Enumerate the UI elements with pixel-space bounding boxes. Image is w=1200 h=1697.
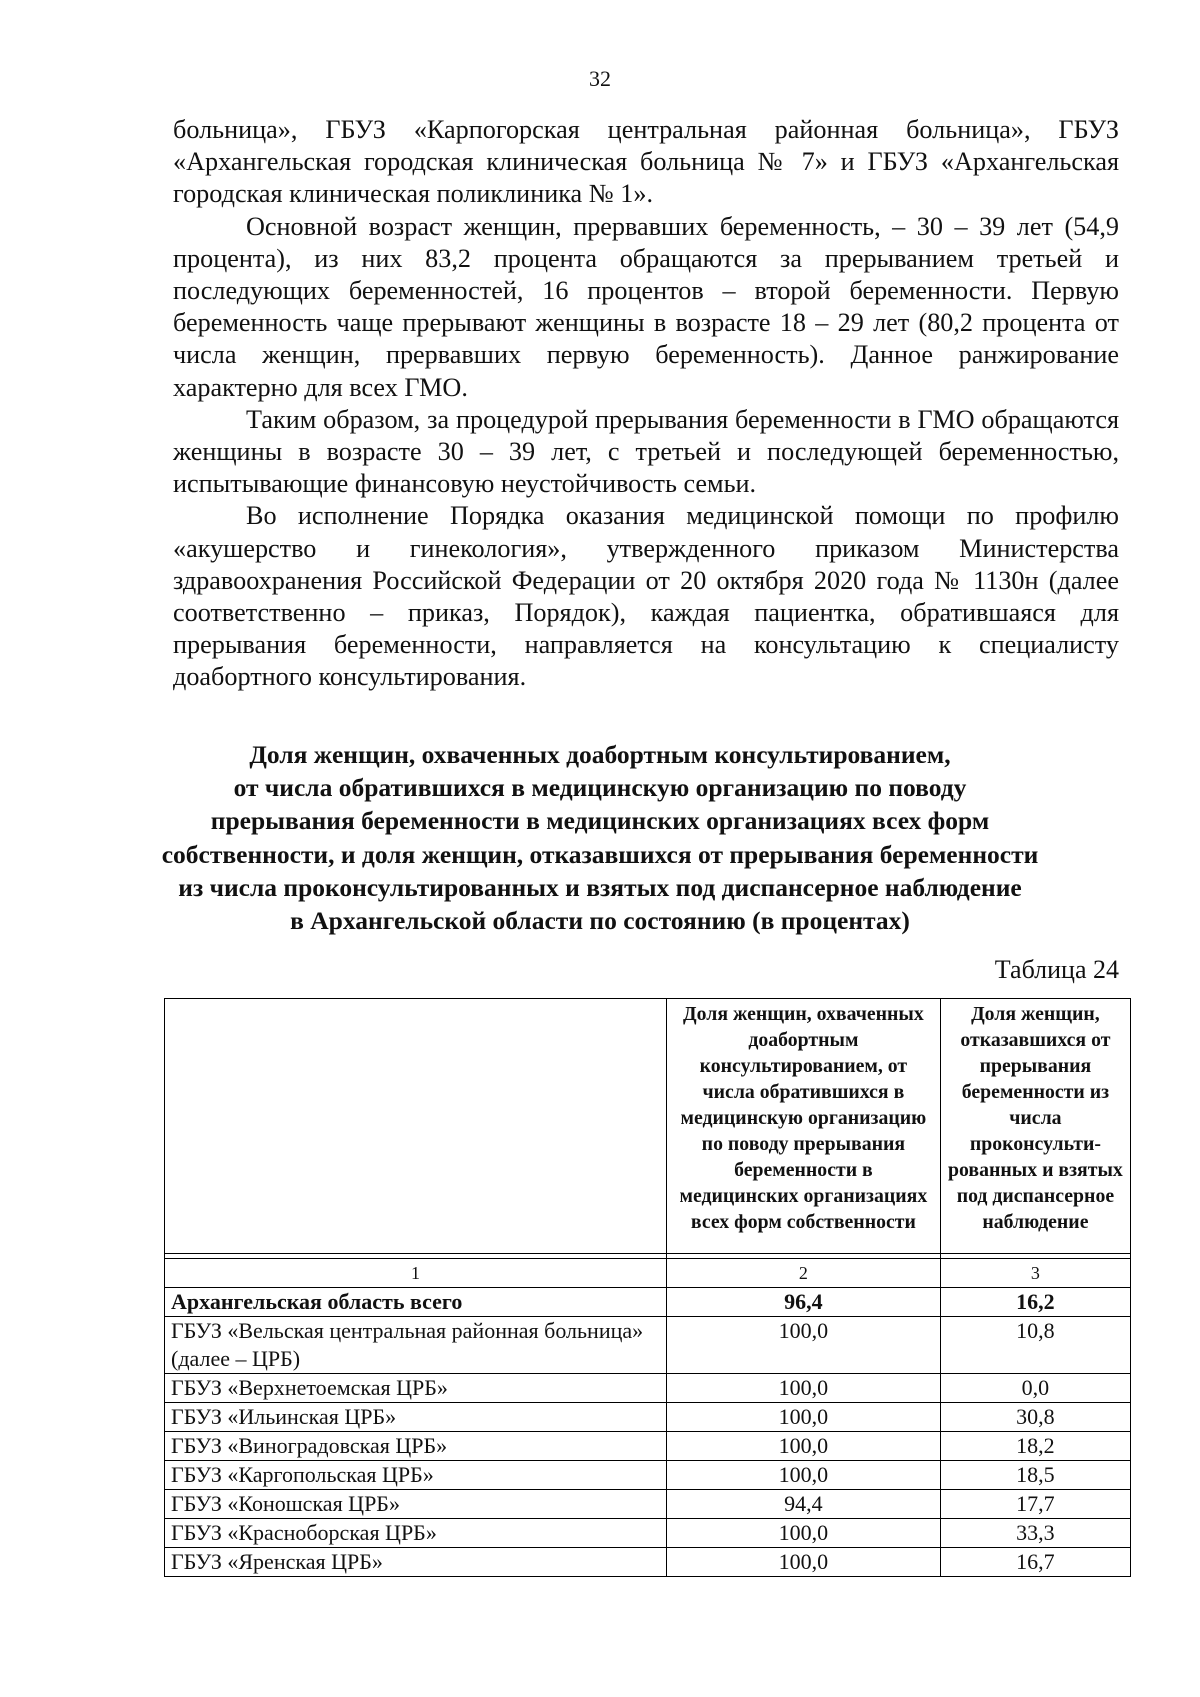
header-cell-refusal: Доля женщин, отказавшихся от прерывания беременности из числа проконсульти-рованных и взятых под диспансерное наблюдение (940, 999, 1130, 1254)
body-text (173, 114, 1119, 694)
total-coverage: 96,4 (666, 1288, 940, 1317)
table-row (165, 1432, 1131, 1461)
paragraph: Таким образом, за процедурой прерывания беременности в ГМО обращаются женщины в возрасте 30 – 39 лет, с третьей и последующей беременностью, испытывающие финансовую неустойчивость семьи. (173, 404, 1119, 499)
row-coverage: 100,0 (666, 1403, 940, 1432)
row-coverage: 100,0 (666, 1317, 940, 1374)
header-cell-name (165, 999, 667, 1254)
row-name: ГБУЗ «Верхнетоемская ЦРБ» (165, 1374, 667, 1403)
row-name: ГБУЗ «Каргопольская ЦРБ» (165, 1461, 667, 1490)
table-caption: Таблица 24 (994, 955, 1119, 984)
row-name: ГБУЗ «Ильинская ЦРБ» (165, 1403, 667, 1432)
heading-line: от числа обратившихся в медицинскую организацию по поводу (233, 773, 967, 803)
table-header-row (165, 999, 1131, 1254)
row-refusal: 33,3 (940, 1519, 1130, 1548)
table-row (165, 1317, 1131, 1374)
row-refusal: 16,7 (940, 1548, 1130, 1577)
heading-line: Доля женщин, охваченных доабортным консультированием, (249, 740, 951, 769)
row-refusal: 10,8 (940, 1317, 1130, 1374)
paragraph: Во исполнение Порядка оказания медицинской помощи по профилю «акушерство и гинекология», утвержденного приказом Министерства здравоохранения Российской Федерации от 20 октября 2020 года № 1130н (далее соответственно – приказ, Порядок), каждая пациентка, обратившаяся для прерывания беременности, направляется на консультацию к специалисту доабортного консультирования. (173, 501, 1119, 692)
row-coverage: 94,4 (666, 1490, 940, 1519)
paragraph: Основной возраст женщин, прервавших беременность, – 30 – 39 лет (54,9 процента), из них 83,2 процента обращаются за прерыванием третьей и последующих беременностей, 16 процентов – второй беременности. Первую беременность чаще прерывают женщины в возрасте 18 – 29 лет (80,2 процента от числа женщин, прервавших первую беременность). Данное ранжирование характерно для всех ГМО. (173, 211, 1119, 402)
row-coverage: 100,0 (666, 1461, 940, 1490)
paragraph: больница», ГБУЗ «Карпогорская центральная районная больница», ГБУЗ «Архангельская городская клиническая больница № 7» и ГБУЗ «Архангельская городская клиническая поликлиника № 1». (173, 115, 1119, 209)
table-row (165, 1490, 1131, 1519)
total-row (165, 1288, 1131, 1317)
data-table (164, 998, 1131, 1577)
row-name: ГБУЗ «Вельская центральная районная больница» (далее – ЦРБ) (165, 1317, 667, 1374)
column-number: 2 (666, 1259, 940, 1288)
row-refusal: 30,8 (940, 1403, 1130, 1432)
heading-line: собственности, и доля женщин, отказавшихся от прерывания беременности (161, 839, 1039, 869)
row-name: ГБУЗ «Яренская ЦРБ» (165, 1548, 667, 1577)
heading-line: в Архангельской области по состоянию (в процентах) (290, 906, 910, 936)
row-name: ГБУЗ «Коношская ЦРБ» (165, 1490, 667, 1519)
row-coverage: 100,0 (666, 1374, 940, 1403)
column-number-row (165, 1259, 1131, 1288)
row-refusal: 0,0 (940, 1374, 1130, 1403)
table-row (165, 1548, 1131, 1577)
row-coverage: 100,0 (666, 1548, 940, 1577)
column-number: 1 (165, 1259, 667, 1288)
heading-line: из числа проконсультированных и взятых под диспансерное наблюдение (178, 872, 1022, 902)
row-name: ГБУЗ «Виноградовская ЦРБ» (165, 1432, 667, 1461)
page-number: 32 (589, 66, 611, 91)
column-number: 3 (940, 1259, 1130, 1288)
table-row (165, 1519, 1131, 1548)
header-cell-coverage: Доля женщин, охваченных доабортным консультированием, от числа обратившихся в медицинскую организацию по поводу прерывания беременности в медицинских организациях всех форм собственности (666, 999, 940, 1254)
row-refusal: 18,2 (940, 1432, 1130, 1461)
heading-line: прерывания беременности в медицинских организациях всех форм (210, 806, 990, 836)
row-coverage: 100,0 (666, 1432, 940, 1461)
table-row (165, 1374, 1131, 1403)
row-refusal: 18,5 (940, 1461, 1130, 1490)
row-coverage: 100,0 (666, 1519, 940, 1548)
total-refusal: 16,2 (940, 1288, 1130, 1317)
table-row (165, 1461, 1131, 1490)
table-row (165, 1403, 1131, 1432)
row-name: ГБУЗ «Красноборская ЦРБ» (165, 1519, 667, 1548)
table-body (165, 1317, 1131, 1577)
table-heading (150, 738, 1050, 937)
total-name: Архангельская область всего (165, 1288, 667, 1317)
row-refusal: 17,7 (940, 1490, 1130, 1519)
